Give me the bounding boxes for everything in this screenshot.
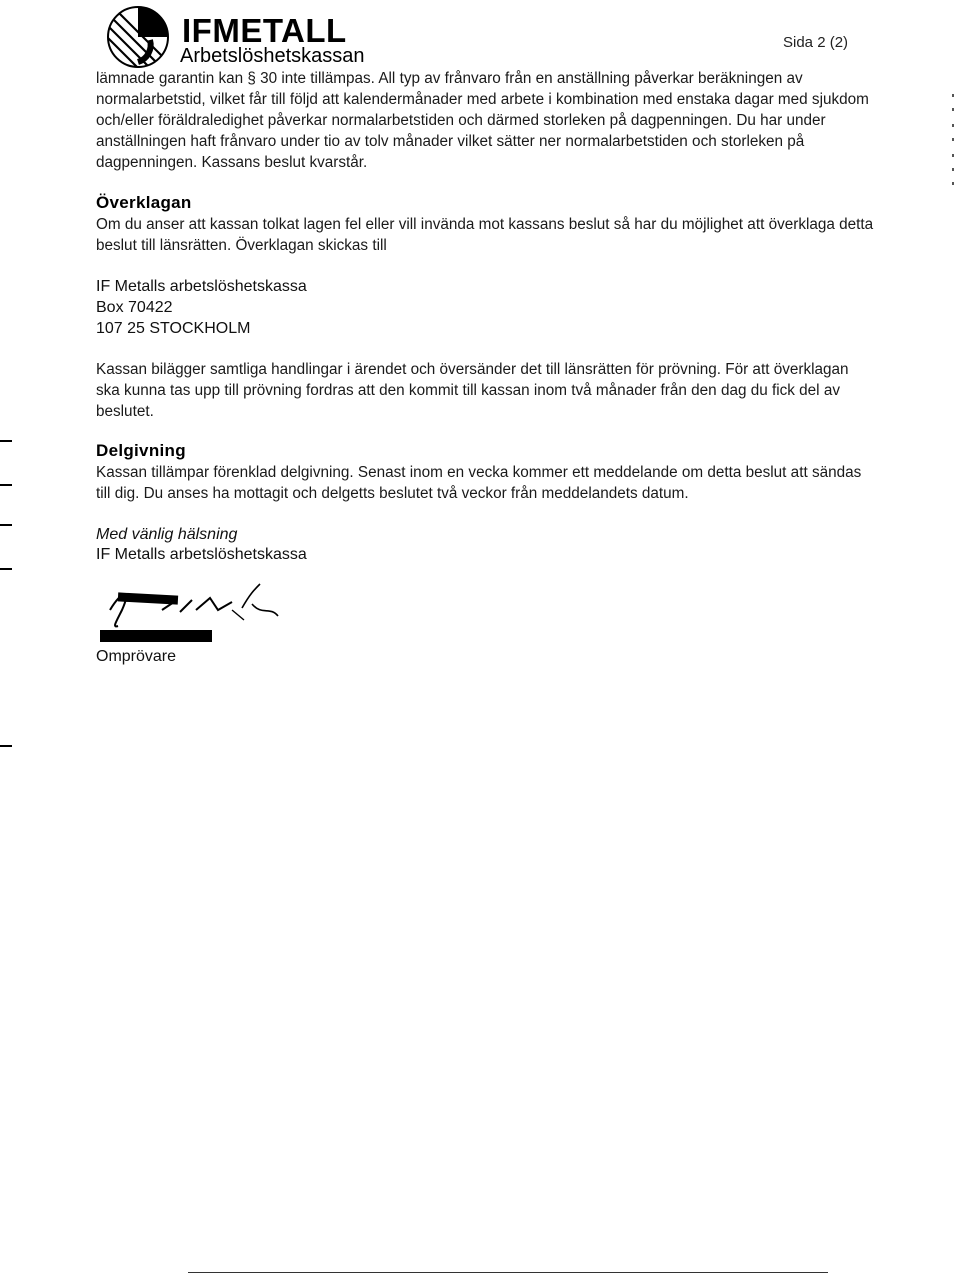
handwritten-signature (92, 580, 292, 650)
ifmetall-logo-icon (98, 2, 178, 72)
signatory-role: Omprövare (96, 648, 177, 665)
page-number: Sida 2 (2) (783, 34, 849, 51)
postal-address (96, 276, 307, 339)
margin-dash (0, 440, 12, 442)
margin-scan-marks (948, 94, 960, 194)
closing-greeting: Med vänlig hälsning (96, 526, 238, 543)
address-line: Box 70422 (96, 299, 173, 316)
sender-organization: IF Metalls arbetslöshetskassa (96, 546, 307, 563)
heading-appeal: Överklagan (96, 193, 192, 212)
paragraph-appeal: Om du anser att kassan tolkat lagen fel eller vill invända mot kassans beslut så har du möjlighet att överklaga detta beslut till länsrätten. Överklagan skickas till (96, 216, 874, 254)
address-line: IF Metalls arbetslöshetskassa (96, 278, 307, 295)
address-line: 107 25 STOCKHOLM (96, 320, 251, 337)
paragraph-delivery: Kassan tillämpar förenklad delgivning. Senast inom en vecka kommer ett meddelande om detta beslut att sändas till dig. Du anses ha mottagit och delgetts beslutet två veckor från meddelandets datum. (96, 464, 862, 502)
footer-rule (188, 1272, 828, 1273)
brand-name: IFMETALL (182, 12, 347, 49)
brand-subtitle: Arbetslöshetskassan (180, 45, 365, 67)
margin-dash (0, 745, 12, 747)
heading-delivery: Delgivning (96, 441, 186, 460)
paragraph-absence: lämnade garantin kan § 30 inte tillämpas. All typ av frånvaro från en anställning påverkar beräkningen av normalarbetstid, vilket får till följd att kalendermånader med arbete i kombination med enstaka dagar med sjukdom och/eller föräldraledighet påverkar normalarbetstiden och därmed storleken på dagpenningen. Du har under anställningen haft frånvaro under tio av tolv månader vilket sätter ner normalarbetstiden och storleken på dagpenningen. Kassans beslut kvarstår. (96, 70, 869, 171)
margin-dash (0, 524, 12, 526)
margin-dash (0, 568, 12, 570)
paragraph-review: Kassan bilägger samtliga handlingar i ärendet och översänder det till länsrätten för prövning. För att överklagan ska kunna tas upp till prövning fordras att den kommit till kassan inom två månader från den dag du fick del av beslutet. (96, 361, 849, 420)
margin-dash (0, 484, 12, 486)
